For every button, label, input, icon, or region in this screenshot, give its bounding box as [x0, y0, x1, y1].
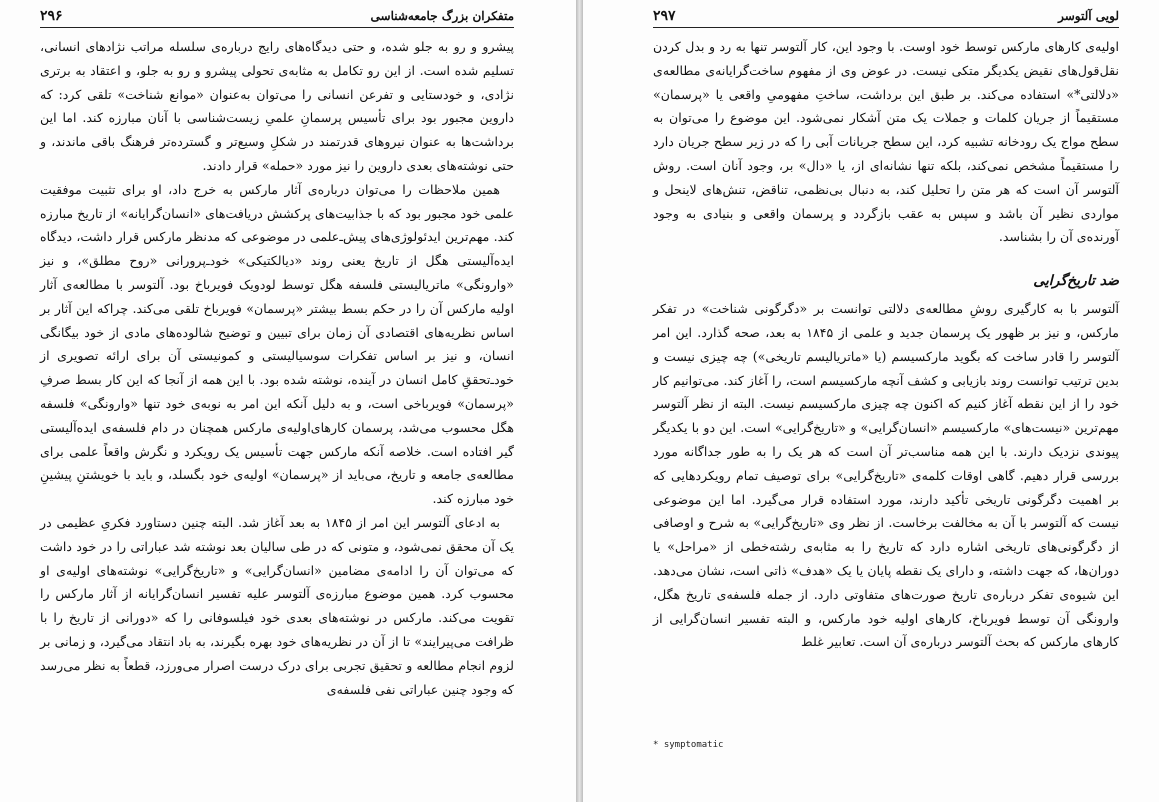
left-header-rule — [40, 27, 514, 28]
right-page-number: ۲۹۷ — [653, 8, 676, 24]
left-header-title: متفکران بزرگ جامعه‌شناسی — [370, 9, 514, 23]
right-header-rule — [653, 27, 1119, 28]
left-paragraph-3: به ادعای آلتوسر این امر از ۱۸۴۵ به بعد آغاز شد. البته چنین دستاورد فکریِ عظیمی در یک آن محقق نمی‌شود، و متونی که در طی سالیان بعد نوشته شد عباراتی را در خود داشت که می‌توان آن را ادامه‌ی مضامین «انسان‌گرایی» و «تاریخ‌گرایی» نوشته‌های اولیه‌ی او محسوب کرد. همین موضوع مبارزه‌ی آلتوسر علیه تفسیر انسان‌گرایانه از آثار مارکس را تقویت می‌کند. مارکس در نوشته‌های بعدی خود فیلسوفانی را که «دورانی از تاریخ را با ظرافت می‌پیرایند» تا از آن در نظریه‌های خود بهره بگیرند، به باد انتقاد می‌گیرد، و زمانی بر لزوم انجام مطالعه و تحقیق تجربی برای درک درست اصرار می‌ورزد، قطعاً به نظر می‌رسد که وجود چنین عباراتی نفی فلسفه‌ی — [40, 514, 514, 697]
footnote: * symptomatic — [653, 740, 724, 750]
right-header-title: لویی آلتوسر — [1058, 9, 1119, 23]
right-page-body — [653, 35, 1119, 654]
left-paragraph-1: پیشرو و رو به جلو شده، و حتی دیدگاه‌های رایج درباره‌ی سلسله مراتب نژادهای انسانی، تسلیم شده است. از این رو تکامل به مثابه‌ی تحولی پیشرو و رو به جلو، و اعتقاد به برتری نژادی، و خودستایی و تفرعن انسانی را می‌توان به‌عنوان «موانع شناخت» تلقی کرد: که داروین مجبور بود برای تأسیس پرسمانِ علمیِ زیست‌شناسی با آنان مبارزه کند. اما این برداشت‌ها به عنوان نیروهای قدرتمند در شکلِ وسیع‌تر و گسترده‌تر فرهنگ باقی ماندند، و حتی نوشته‌های بعدی داروین را نیز مورد «حمله» قرار دادند. — [40, 39, 514, 173]
right-page — [583, 0, 1159, 802]
right-page-header — [653, 6, 1119, 26]
left-page — [0, 0, 576, 802]
right-paragraph-1: اولیه‌ی کارهای مارکس توسط خود اوست. با وجود این، کار آلتوسر تنها به رد و بدل کردن نقل‌قول‌های نقیض یکدیگر متکی نیست. در عوض وی از مفهوم ساخت‌گرایانه‌ی مطالعه‌ی «دلالتی*» استفاده می‌کند. بر طبق این برداشت، ساختِ مفهومیِ واقعی یا «پرسمان» مستقیماً از جریان کلمات و جملات یک متن آشکار نمی‌شود. این موضوع را می‌توان به سطح مواج یک رودخانه تشبیه کرد، این سطح جریانات آبی را که در زیر سطح جریان دارد را مستقیماً مشخص نمی‌کند، بلکه تنها نشانه‌ای از، یا «دال» بر، وجود آنان است. روش آلتوسر آن است که هر متن را تحلیل کند، به دنبال بی‌نظمی، تناقض، تنش‌های لاینحل و مواردی نظیر آن باشد و سپس به عقب بازگردد و پرسمان واقعی و بنیادی به وجود آورنده‌ی آن را بشناسد. — [653, 39, 1119, 245]
right-paragraph-2: آلتوسر با به کارگیری روشِ مطالعه‌ی دلالتی توانست بر «دگرگونی شناخت» در تفکر مارکس، و نیز بر ظهور یک پرسمان جدید و علمی از ۱۸۴۵ به بعد، صحه گذارد. این امر آلتوسر را قادر ساخت که بگوید مارکسیسم (یا «ماتریالیسم تاریخی») چه چیزی نیست و بدین ترتیب توانست روند بازیابی و کشف آنچه مارکسیسم است، را آغاز کند. می‌توانیم کار خود را از این نقطه آغاز کنیم که اکنون چه چیزی مارکسیسم نیست. البته از نظر آلتوسر مهم‌ترین «نیست‌های» مارکسیسم «انسان‌گرایی» و «تاریخ‌گرایی» است. این دو با یکدیگر پیوندی نزدیک دارند. با این همه مناسب‌تر آن است که هر یک را به طور جداگانه مورد بررسی قرار دهیم. گاهی اوقات کلمه‌ی «تاریخ‌گرایی» برای توصیف تمام رویکردهایی که بر اهمیت دگرگونی تاریخی تأکید دارند، مورد استفاده قرار می‌گیرد. اما این موضوعی نیست که آلتوسر با آن به مخالفت برخاست. از نظر وی «تاریخ‌گرایی» به شرح و اوصافی از دگرگونی‌های تاریخی اشاره دارد که تاریخ را به مثابه‌ی رشته‌خطی از «مراحل» یا دوران‌ها، که جهت داشته، و دارای یک نقطه پایان یا یک «هدف» ذاتی است، نشان می‌دهد. این شیوه‌ی تفکر درباره‌ی تاریخ صورت‌های متفاوتی دارد. از جمله فلسفه‌ی تاریخ هگل، وارونگی آن توسط فویرباخ، کارهای اولیه خود مارکس، و البته تفسیر انسان‌گرایی از کارهای مارکس که بحث آلتوسر درباره‌ی آن است. تعابیر غلط — [653, 301, 1119, 650]
left-page-number: ۲۹۶ — [40, 8, 63, 24]
section-title: ضد تاریخ‌گرایی — [1033, 273, 1119, 290]
left-page-header — [40, 6, 514, 26]
book-spine — [576, 0, 583, 802]
left-paragraph-2: همین ملاحظات را می‌توان درباره‌ی آثار مارکس به خرج داد، او برای تثبیت موفقیت علمی خود مجبور بود که با جذابیت‌های پرکشش دریافت‌های «انسان‌گرایانه» از تاریخ مبارزه کند. مهم‌ترین ایدئولوژی‌های پیش‌ـ‌علمی در موضوعی که مدنظر مارکس قرار داشت، دیدگاه ایده‌آلیستی هگل از تاریخ یعنی روند «دیالکتیکی» خود‌ـ‌پرورانی «روح مطلق»، و نیز «وارونگی» ماتریالیستی فلسفه هگل توسط لودویک فویرباخ بود. آلتوسر با مطالعه‌ی آثار اولیه مارکس آن را در حکم بسط بیشتر «پرسمان» فویرباخ تلقی می‌کند. چراکه این آثار بر اساس نظریه‌های اقتصادی آن زمان برای تبیین و توضیح شالوده‌های مادی از خود بیگانگی انسان، و نیز بر اساس تفکرات سوسیالیستی و کمونیستی آن برای ارائه تصویری از خود‌ـ‌تحققِ کامل انسان در آینده، نوشته شده بود. با این همه از آنجا که این کار بسط صرفِ «پرسمان» فویرباخی است، و به دلیل آنکه این امر به نوبه‌ی خود تنها «وارونگی» فلسفه هگل محسوب می‌شد، پرسمان کارهای‌اولیه‌ی مارکس همچنان در دام فلسفه‌ی ایده‌آلیستی گیر افتاده است. خلاصه آنکه مارکس جهت تأسیس یک رویکرد و نگرش واقعاً علمی برای مطالعه‌ی جامعه و تاریخ، می‌باید از «پرسمان» اولیه‌ی خود بگسلد، و باید با خویشتنِ پیشینِ خود مبارزه کند. — [40, 181, 514, 507]
left-page-body — [40, 35, 514, 701]
